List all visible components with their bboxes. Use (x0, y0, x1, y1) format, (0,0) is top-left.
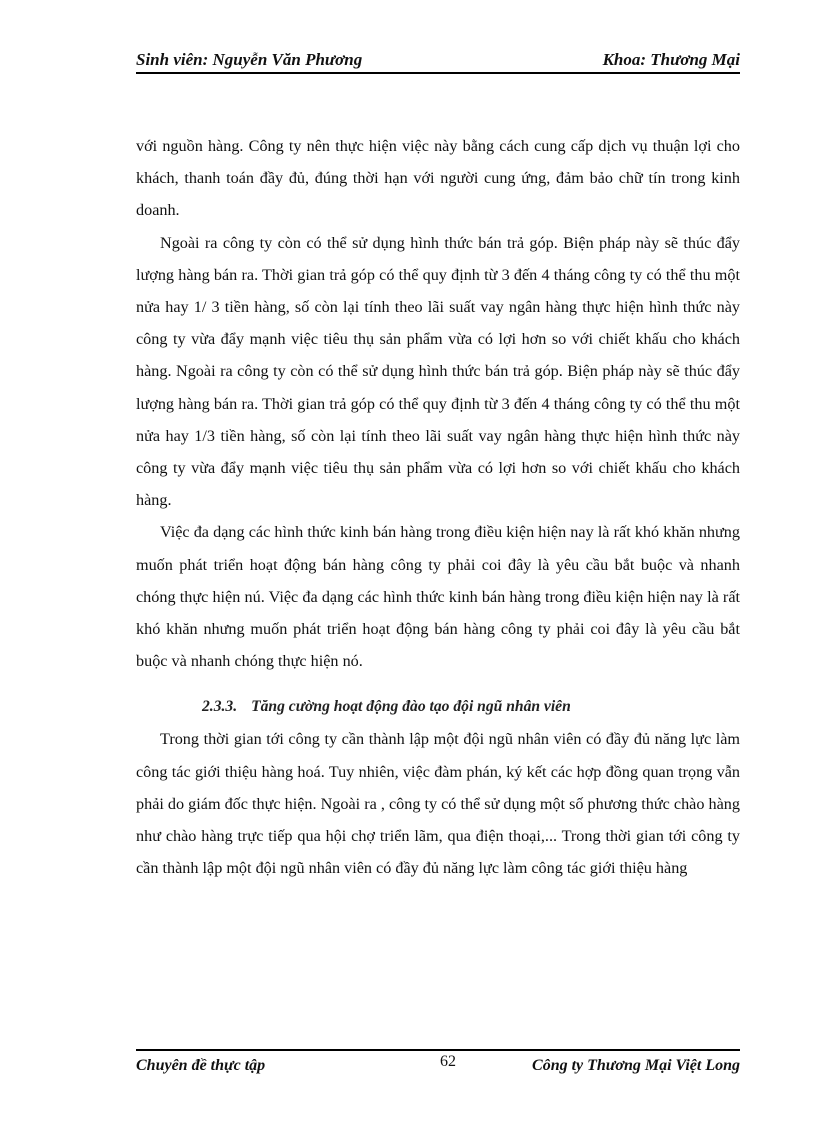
footer-company: Công ty Thương Mại Việt Long (532, 1057, 740, 1074)
page-number: 62 (440, 1053, 456, 1070)
section-number: 2.3.3. (202, 698, 238, 716)
paragraph-3: Việc đa dạng các hình thức kinh bán hàng trong điều kiện hiện nay là rất khó khăn nhưng muốn phát triển hoạt động bán hàng công ty phải coi đây là yêu cầu bắt buộc và nhanh chóng thực hiện nú. Việc đa dạng các hình thức kinh bán hàng trong điều kiện hiện nay là rất khó khăn nhưng muốn phát triển hoạt động bán hàng công ty phải coi đây là yêu cầu bắt buộc và nhanh chóng thực hiện nó. (136, 523, 740, 671)
page-footer (136, 1049, 740, 1081)
document-body (136, 130, 740, 884)
footer-report-title: Chuyên đề thực tập (136, 1057, 266, 1074)
paragraph-2: Ngoài ra công ty còn có thể sử dụng hình thức bán trả góp. Biện pháp này sẽ thúc đẩy lượng hàng bán ra. Thời gian trả góp có thể quy định từ 3 đến 4 tháng công ty có thể thu một nửa hay 1/ 3 tiền hàng, số còn lại tính theo lãi suất vay ngân hàng thực hiện hình thức này công ty vừa đẩy mạnh việc tiêu thụ sản phẩm vừa có lợi hơn so với chiết khấu cho khách hàng. Ngoài ra công ty còn có thể sử dụng hình thức bán trả góp. Biện pháp này sẽ thúc đẩy lượng hàng bán ra. Thời gian trả góp có thể quy định từ 3 đến 4 tháng công ty có thể thu một nửa hay 1/3 tiền hàng, số còn lại tính theo lãi suất vay ngân hàng thực hiện hình thức này công ty vừa đẩy mạnh việc tiêu thụ sản phẩm vừa có lợi hơn so với chiết khấu cho khách hàng. (136, 233, 740, 510)
section-heading (136, 691, 740, 723)
paragraph-1: với nguồn hàng. Công ty nên thực hiện việc này bằng cách cung cấp dịch vụ thuận lợi cho khách, thanh toán đầy đủ, đúng thời hạn với người cung ứng, đảm bảo chữ tín trong kinh doanh. (136, 137, 740, 220)
page-header (136, 48, 740, 74)
paragraph-4: Trong thời gian tới công ty cần thành lập một đội ngũ nhân viên có đầy đủ năng lực làm công tác giới thiệu hàng hoá. Tuy nhiên, việc đàm phán, ký kết các hợp đồng quan trọng vẫn phải do giám đốc thực hiện. Ngoài ra , công ty có thể sử dụng một số phương thức chào hàng như chào hàng trực tiếp qua hội chợ triển lãm, qua điện thoại,... Trong thời gian tới công ty cần thành lập một đội ngũ nhân viên có đầy đủ năng lực làm công tác giới thiệu hàng (136, 730, 740, 878)
header-faculty: Khoa: Thương Mại (602, 50, 740, 69)
section-title: Tăng cường hoạt động đào tạo đội ngũ nhân viên (251, 698, 571, 716)
header-student-name: Sinh viên: Nguyễn Văn Phương (136, 50, 363, 69)
